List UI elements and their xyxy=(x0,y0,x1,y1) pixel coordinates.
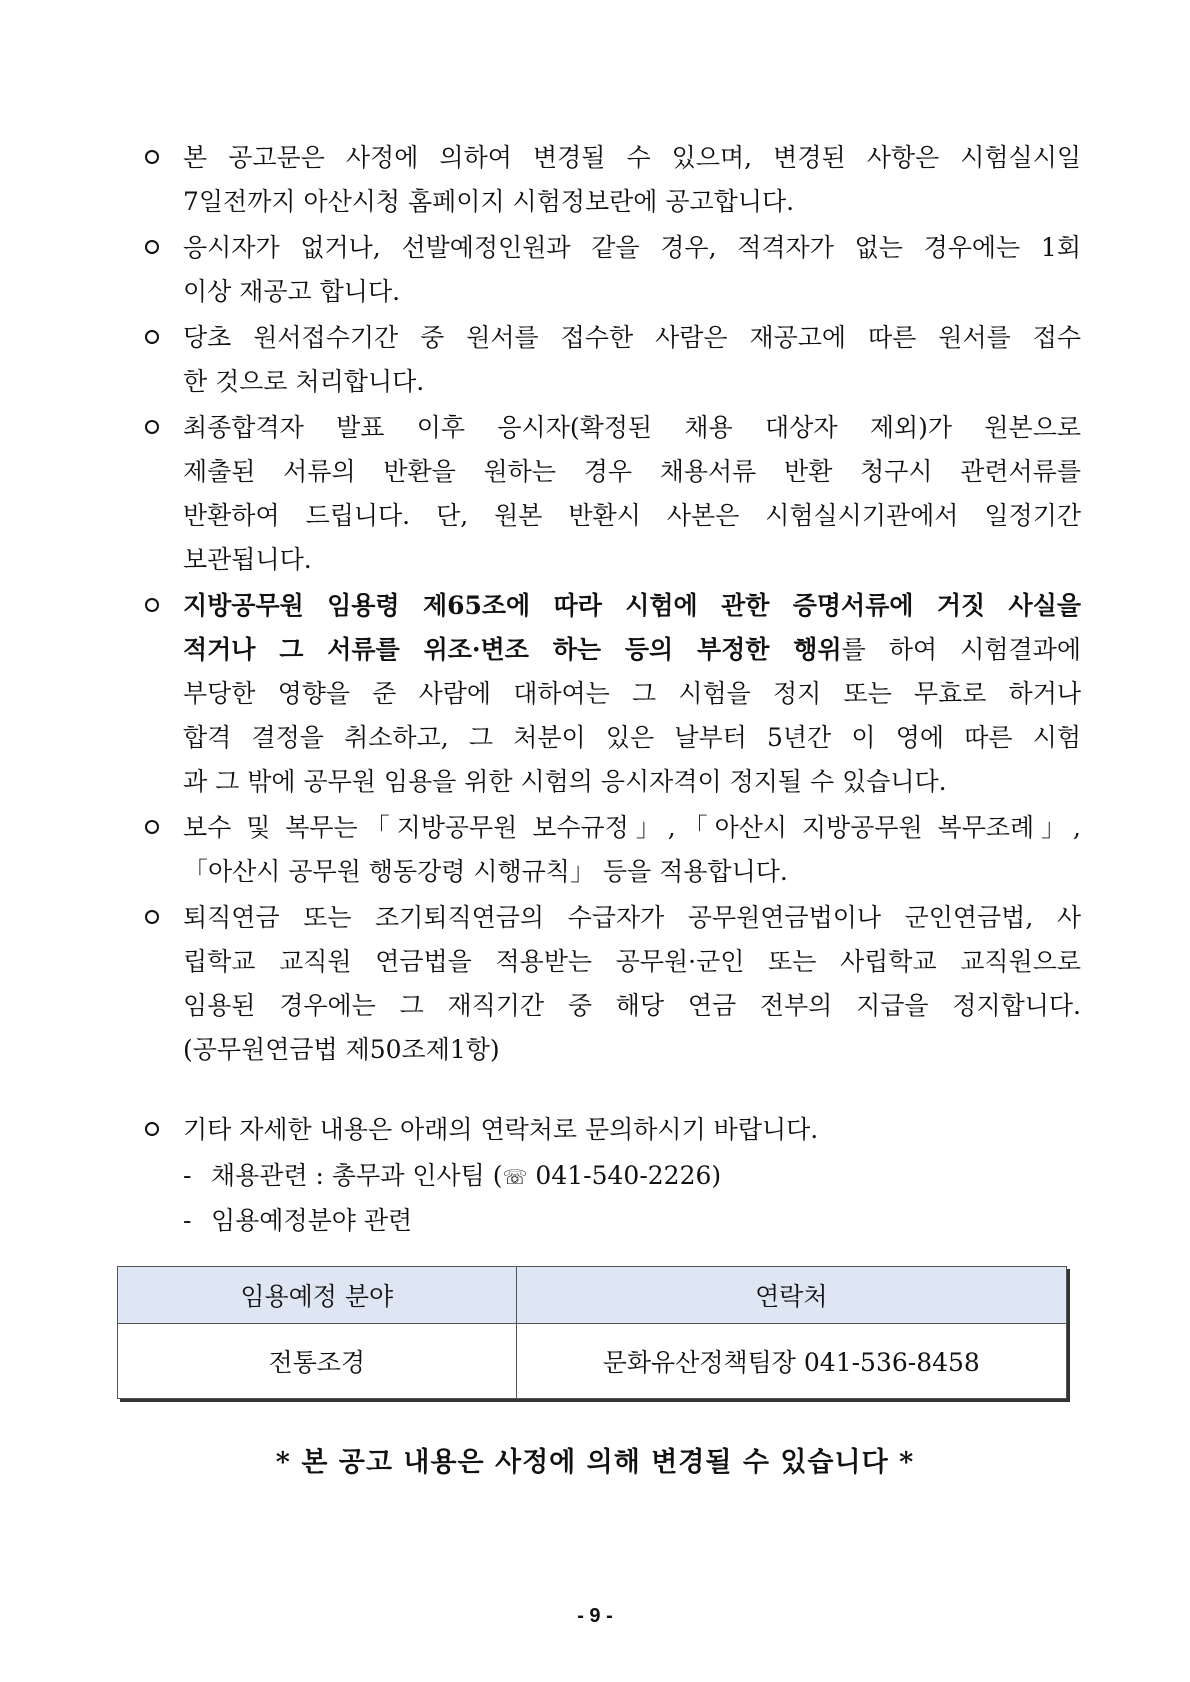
change-notice: * 본 공고 내용은 사정에 의해 변경될 수 있습니다 * xyxy=(275,1447,915,1478)
page-number: - 9 - xyxy=(577,1605,613,1627)
item-line: 합격 결정을 취소하고, 그 처분이 있은 날부터 5년간 이 영에 따른 시험 xyxy=(183,723,1081,752)
item-line: 부당한 영향을 준 사람에 대하여는 그 시험을 정지 또는 무효로 하거나 xyxy=(183,679,1081,708)
notice-item-document-return xyxy=(141,406,1081,582)
notice-item-fraud-penalty xyxy=(141,584,1081,804)
circle-bullet-icon xyxy=(145,820,159,834)
contact-table xyxy=(117,1266,1067,1399)
item-line: (공무원연금법 제50조제1항) xyxy=(183,1035,500,1064)
header-field: 임용예정 분야 xyxy=(118,1267,517,1324)
item-line: 한 것으로 처리합니다. xyxy=(183,367,425,396)
dash-bullet: - xyxy=(183,1206,192,1235)
item-line: 당초 원서접수기간 중 원서를 접수한 사람은 재공고에 따른 원서를 접수 xyxy=(183,323,1081,352)
circle-bullet-icon xyxy=(145,420,159,434)
contact-field-label: 임용예정분야 관련 xyxy=(211,1206,413,1235)
circle-bullet-icon xyxy=(145,150,159,164)
phone-icon: ☏ xyxy=(502,1165,528,1189)
notice-item-contact xyxy=(141,1108,1081,1152)
item-line: 본 공고문은 사정에 의하여 변경될 수 있으며, 변경된 사항은 시험실시일 xyxy=(183,143,1081,172)
circle-bullet-icon xyxy=(145,240,159,254)
item-line-bold: 지방공무원 임용령 제65조에 따라 시험에 관한 증명서류에 거짓 사실을 xyxy=(183,591,1081,620)
section-gap xyxy=(141,1074,1081,1108)
item-line: 7일전까지 아산시청 홈페이지 시험정보란에 공고합니다. xyxy=(183,187,795,216)
dash-bullet: - xyxy=(183,1161,192,1190)
item-line: 립학교 교직원 연금법을 적용받는 공무원·군인 또는 사립학교 교직원으로 xyxy=(183,947,1081,976)
notice-item-pay-regulations xyxy=(141,806,1081,894)
item-line: 보관됩니다. xyxy=(183,545,312,574)
cell-contact: 문화유산정책팀장 041-536-8458 xyxy=(516,1324,1066,1399)
header-contact: 연락처 xyxy=(516,1267,1066,1324)
item-line-rest: 를 하여 시험결과에 xyxy=(841,635,1081,664)
circle-bullet-icon xyxy=(145,330,159,344)
cell-field: 전통조경 xyxy=(118,1324,517,1399)
item-line-bold-part: 적거나 그 서류를 위조·변조 하는 등의 부정한 행위 xyxy=(183,635,842,664)
item-line: 「아산시 공무원 행동강령 시행규칙」 등을 적용합니다. xyxy=(183,857,788,886)
notice-content xyxy=(141,136,1081,1243)
contact-field-line xyxy=(141,1199,1081,1243)
table-row xyxy=(118,1324,1067,1399)
item-line: 제출된 서류의 반환을 원하는 경우 채용서류 반환 청구시 관련서류를 xyxy=(183,457,1081,486)
contact-recruit-label: 채용관련 : 총무과 인사팀 ( xyxy=(211,1161,503,1190)
circle-bullet-icon xyxy=(145,598,159,612)
item-line: 과 그 밖에 공무원 임용을 위한 시험의 응시자격이 정지될 수 있습니다. xyxy=(183,767,947,796)
notice-item-change xyxy=(141,136,1081,224)
item-line-mixed xyxy=(183,628,1081,672)
item-line: 응시자가 없거나, 선발예정인원과 같을 경우, 적격자가 없는 경우에는 1회 xyxy=(183,233,1081,262)
item-line: 퇴직연금 또는 조기퇴직연금의 수급자가 공무원연금법이나 군인연금법, 사 xyxy=(183,903,1081,932)
item-line: 이상 재공고 합니다. xyxy=(183,277,401,306)
contact-intro: 기타 자세한 내용은 아래의 연락처로 문의하시기 바랍니다. xyxy=(183,1115,819,1144)
notice-item-pension xyxy=(141,896,1081,1072)
notice-item-application-carryover xyxy=(141,316,1081,404)
circle-bullet-icon xyxy=(145,1122,159,1136)
item-line: 반환하여 드립니다. 단, 원본 반환시 사본은 시험실시기관에서 일정기간 xyxy=(183,501,1081,530)
notice-item-re-announcement xyxy=(141,226,1081,314)
item-line: 최종합격자 발표 이후 응시자(확정된 채용 대상자 제외)가 원본으로 xyxy=(183,413,1081,442)
contact-recruit-phone: 041-540-2226) xyxy=(527,1161,722,1190)
item-line: 임용된 경우에는 그 재직기간 중 해당 연금 전부의 지급을 정지합니다. xyxy=(183,991,1081,1020)
contact-table-header-row xyxy=(118,1267,1067,1324)
contact-recruit-line xyxy=(141,1154,1081,1199)
circle-bullet-icon xyxy=(145,910,159,924)
item-line: 보수 및 복무는「지방공무원 보수규정」,「아산시 지방공무원 복무조례」, xyxy=(183,813,1081,842)
